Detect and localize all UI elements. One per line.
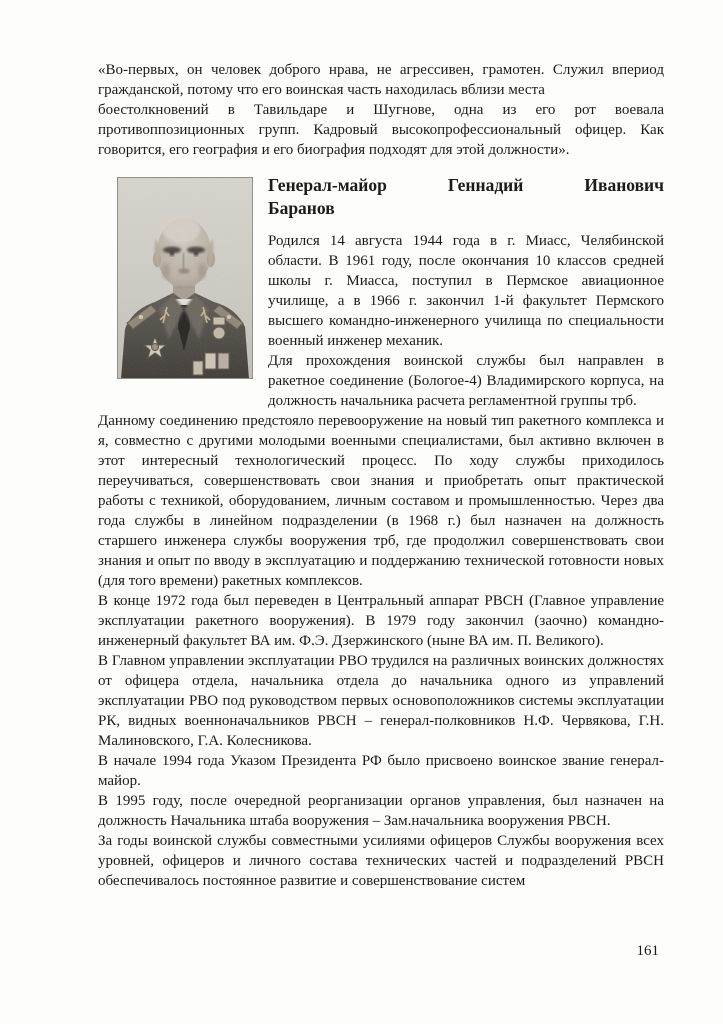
profile-title-line2: Баранов	[268, 198, 335, 218]
bio-paragraph: Родился 14 августа 1944 года в г. Миасс, Челябинской области. В 1961 году, после окончания 10 классов средней школы г. Миасса, поступил в Пермское авиационное училище, а в 1966 г. закончил 1-й факультет Пермского высшего командно-инженерного училища по специальности военный инженер механик.	[268, 233, 664, 349]
page-number: 161	[636, 943, 659, 959]
quote-paragraph	[98, 60, 664, 160]
quote-part1: «Во-первых, он человек доброго нрава, не агрессивен, грамотен. Служил впериод гражданской, потому что его воинская часть находилась вблизи места	[98, 62, 664, 98]
bio-paragraph: В 1995 году, после очередной реорганизации органов управления, был назначен на должность Начальника штаба вооружения – Зам.начальника вооружения РВСН.	[98, 793, 664, 829]
bio-paragraph: В конце 1972 года был переведен в Центральный аппарат РВСН (Главное управление эксплуатации ракетного вооружения). В 1979 году закончил (заочно) командно-инженерный факультет ВА им. Ф.Э. Дзержинского (ныне ВА им. П. Великого).	[98, 593, 664, 649]
bio-paragraph: Данному соединению предстояло перевооружение на новый тип ракетного комплекса и я, совместно с другими молодыми военными специалистами, был активно включен в этот интересный технологический процесс. По ходу службы приходилось переучиваться, совершенствовать свои знания и приобретать опыт практической работы с техникой, оборудованием, личным составом и промышленностью. Через два года службы в линейном подразделении (в 1968 г.) был назначен на должность старшего инженера службы вооружения трб, где продолжил совершенствовать свои знания и опыт по вводу в эксплуатацию и поддержанию технической готовности новых (для того времени) ракетных комплексов.	[98, 413, 664, 589]
bio-paragraph: В начале 1994 года Указом Президента РФ было присвоено воинское звание генерал-майор.	[98, 753, 664, 789]
biography-section	[98, 174, 664, 891]
profile-title-line1: Генерал-майор Геннадий Иванович	[268, 175, 664, 195]
document-body	[98, 60, 664, 891]
bio-paragraph: Для прохождения воинской службы был направлен в ракетное соединение (Бологое-4) Владимирского корпуса, на должность начальника расчета регламентной группы трб.	[268, 353, 664, 409]
bio-paragraph: За годы воинской службы совместными усилиями офицеров Службы вооружения всех уровней, офицеров и личного состава технических частей и подразделений РВСН обеспечивалось постоянное развитие и совершенствование систем	[98, 833, 664, 889]
portrait-photo	[117, 177, 253, 379]
bio-paragraph: В Главном управлении эксплуатации РВО трудился на различных воинских должностях от офицера отдела, начальника отдела до начальника одного из управлений эксплуатации РВО под руководством первых основоположников системы эксплуатации РК, видных военноначальников РВСН – генерал-полковников Н.Ф. Червякова, Г.Н. Малиновского, Г.А. Колесникова.	[98, 653, 664, 749]
quote-part2: боестолкновений в Тавильдаре и Шугнове, одна из его рот воевала противоппозиционных групп. Кадровый высокопрофессиональный офицер. Как говорится, его география и его биография подходят для этой должности».	[98, 102, 664, 158]
